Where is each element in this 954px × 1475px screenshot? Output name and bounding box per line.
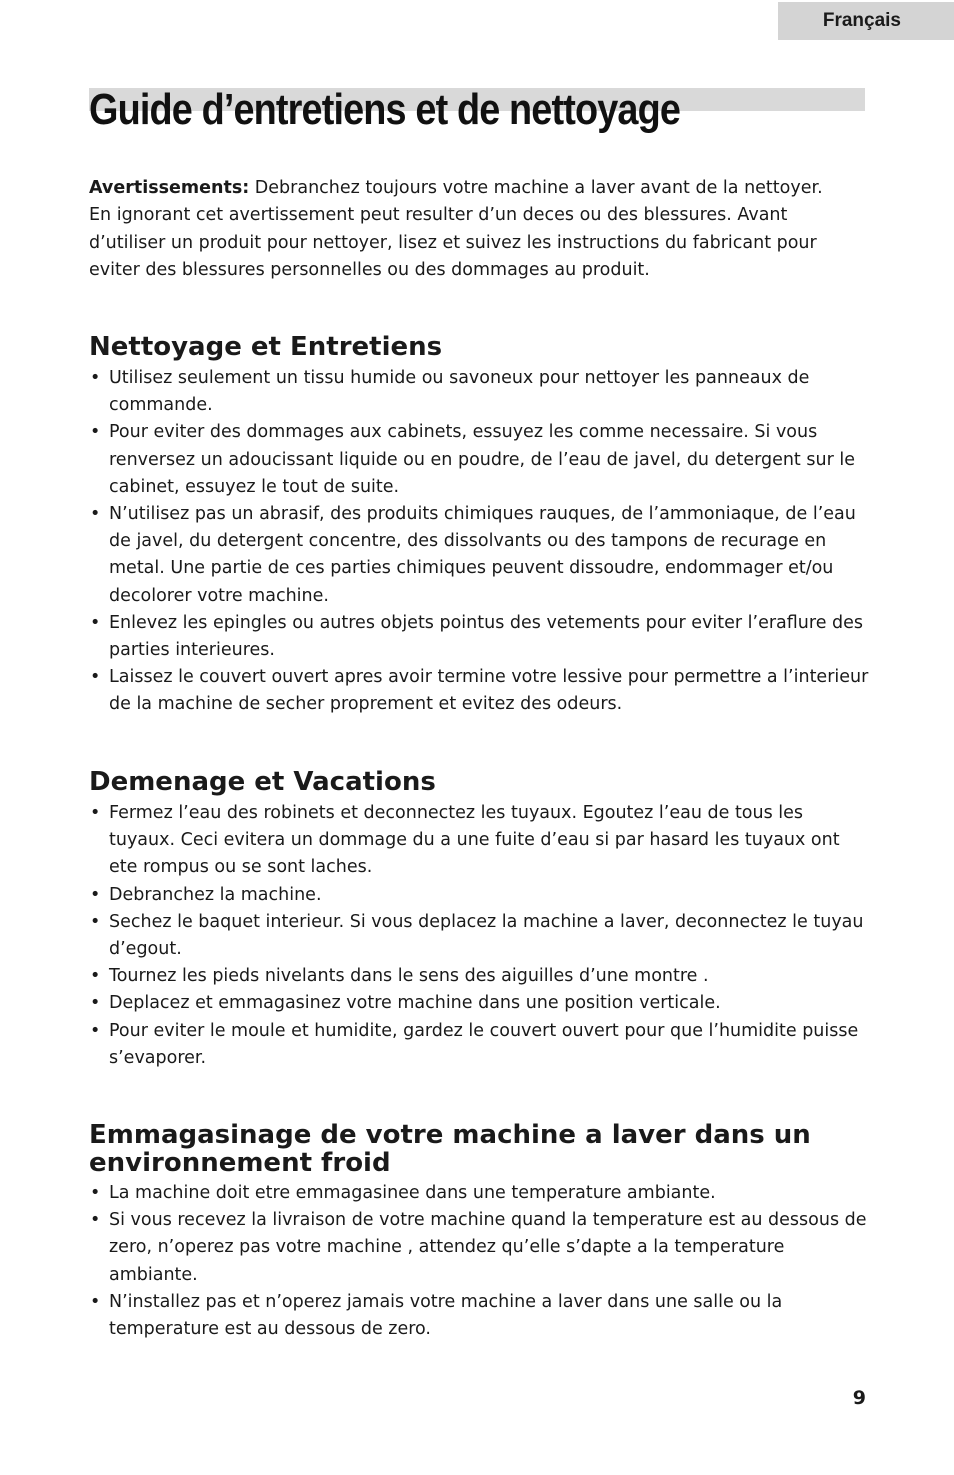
language-tab: Français bbox=[778, 2, 954, 40]
section-heading-cleaning: Nettoyage et Entretiens bbox=[89, 332, 443, 362]
page-title: Guide d’entretiens et de nettoyage bbox=[89, 85, 681, 134]
list-item: • N’installez pas et n’operez jamais votre machine a laver dans une salle ou la temperature est au dessous de zero. bbox=[89, 1289, 869, 1343]
list-item: • Debranchez la machine. bbox=[89, 882, 869, 909]
cold-storage-list bbox=[89, 1180, 869, 1343]
section-heading-cold-storage: Emmagasinage de votre machine a laver dans un environnement froid bbox=[89, 1120, 811, 1178]
list-item: • N’utilisez pas un abrasif, des produits chimiques rauques, de l’ammoniaque, de l’eau de javel, du detergent concentre, des dissolvants ou des tampons de recurage en metal. Une partie de ces parties chimiques peuvent dissoudre, endommager et/ou decolorer votre machine. bbox=[89, 501, 869, 610]
list-item: • Pour eviter le moule et humidite, gardez le couvert ouvert pour que l’humidite puisse s’evaporer. bbox=[89, 1018, 869, 1072]
moving-list bbox=[89, 800, 869, 1072]
list-item: • Pour eviter des dommages aux cabinets, essuyez les comme necessaire. Si vous renversez un adoucissant liquide ou en poudre, de l’eau de javel, du detergent sur le cabinet, essuyez le tout de suite. bbox=[89, 419, 869, 501]
list-item: • Si vous recevez la livraison de votre machine quand la temperature est au dessous de zero, n’operez pas votre machine , attendez qu’elle s’dapte a la temperature ambiante. bbox=[89, 1207, 869, 1289]
warning-text: Debranchez toujours votre machine a laver avant de la nettoyer. En ignorant cet avertissement peut resulter d’un deces ou des blessures. Avant d’utiliser un produit pour nettoyer, lisez et suivez les instructions du fabricant pour eviter des blessures personnelles ou des dommages au produit. bbox=[89, 178, 823, 280]
cleaning-list bbox=[89, 365, 869, 719]
list-item: • La machine doit etre emmagasinee dans une temperature ambiante. bbox=[89, 1180, 869, 1207]
list-item: • Deplacez et emmagasinez votre machine dans une position verticale. bbox=[89, 990, 869, 1017]
warning-label: Avertissements: bbox=[89, 178, 250, 198]
list-item: • Fermez l’eau des robinets et deconnectez les tuyaux. Egoutez l’eau de tous les tuyaux. Ceci evitera un dommage du a une fuite d’eau si par hasard les tuyaux ont ete rompus ou se sont laches. bbox=[89, 800, 869, 882]
list-item: • Sechez le baquet interieur. Si vous deplacez la machine a laver, deconnectez le tuyau d’egout. bbox=[89, 909, 869, 963]
list-item: • Enlevez les epingles ou autres objets pointus des vetements pour eviter l’eraflure des parties interieures. bbox=[89, 610, 869, 664]
list-item: • Utilisez seulement un tissu humide ou savoneux pour nettoyer les panneaux de commande. bbox=[89, 365, 869, 419]
list-item: • Laissez le couvert ouvert apres avoir termine votre lessive pour permettre a l’interieur de la machine de secher proprement et evitez des odeurs. bbox=[89, 664, 869, 718]
page-number: 9 bbox=[852, 1387, 866, 1409]
warning-paragraph bbox=[89, 175, 849, 284]
list-item: • Tournez les pieds nivelants dans le sens des aiguilles d’une montre . bbox=[89, 963, 869, 990]
section-heading-moving: Demenage et Vacations bbox=[89, 767, 436, 797]
